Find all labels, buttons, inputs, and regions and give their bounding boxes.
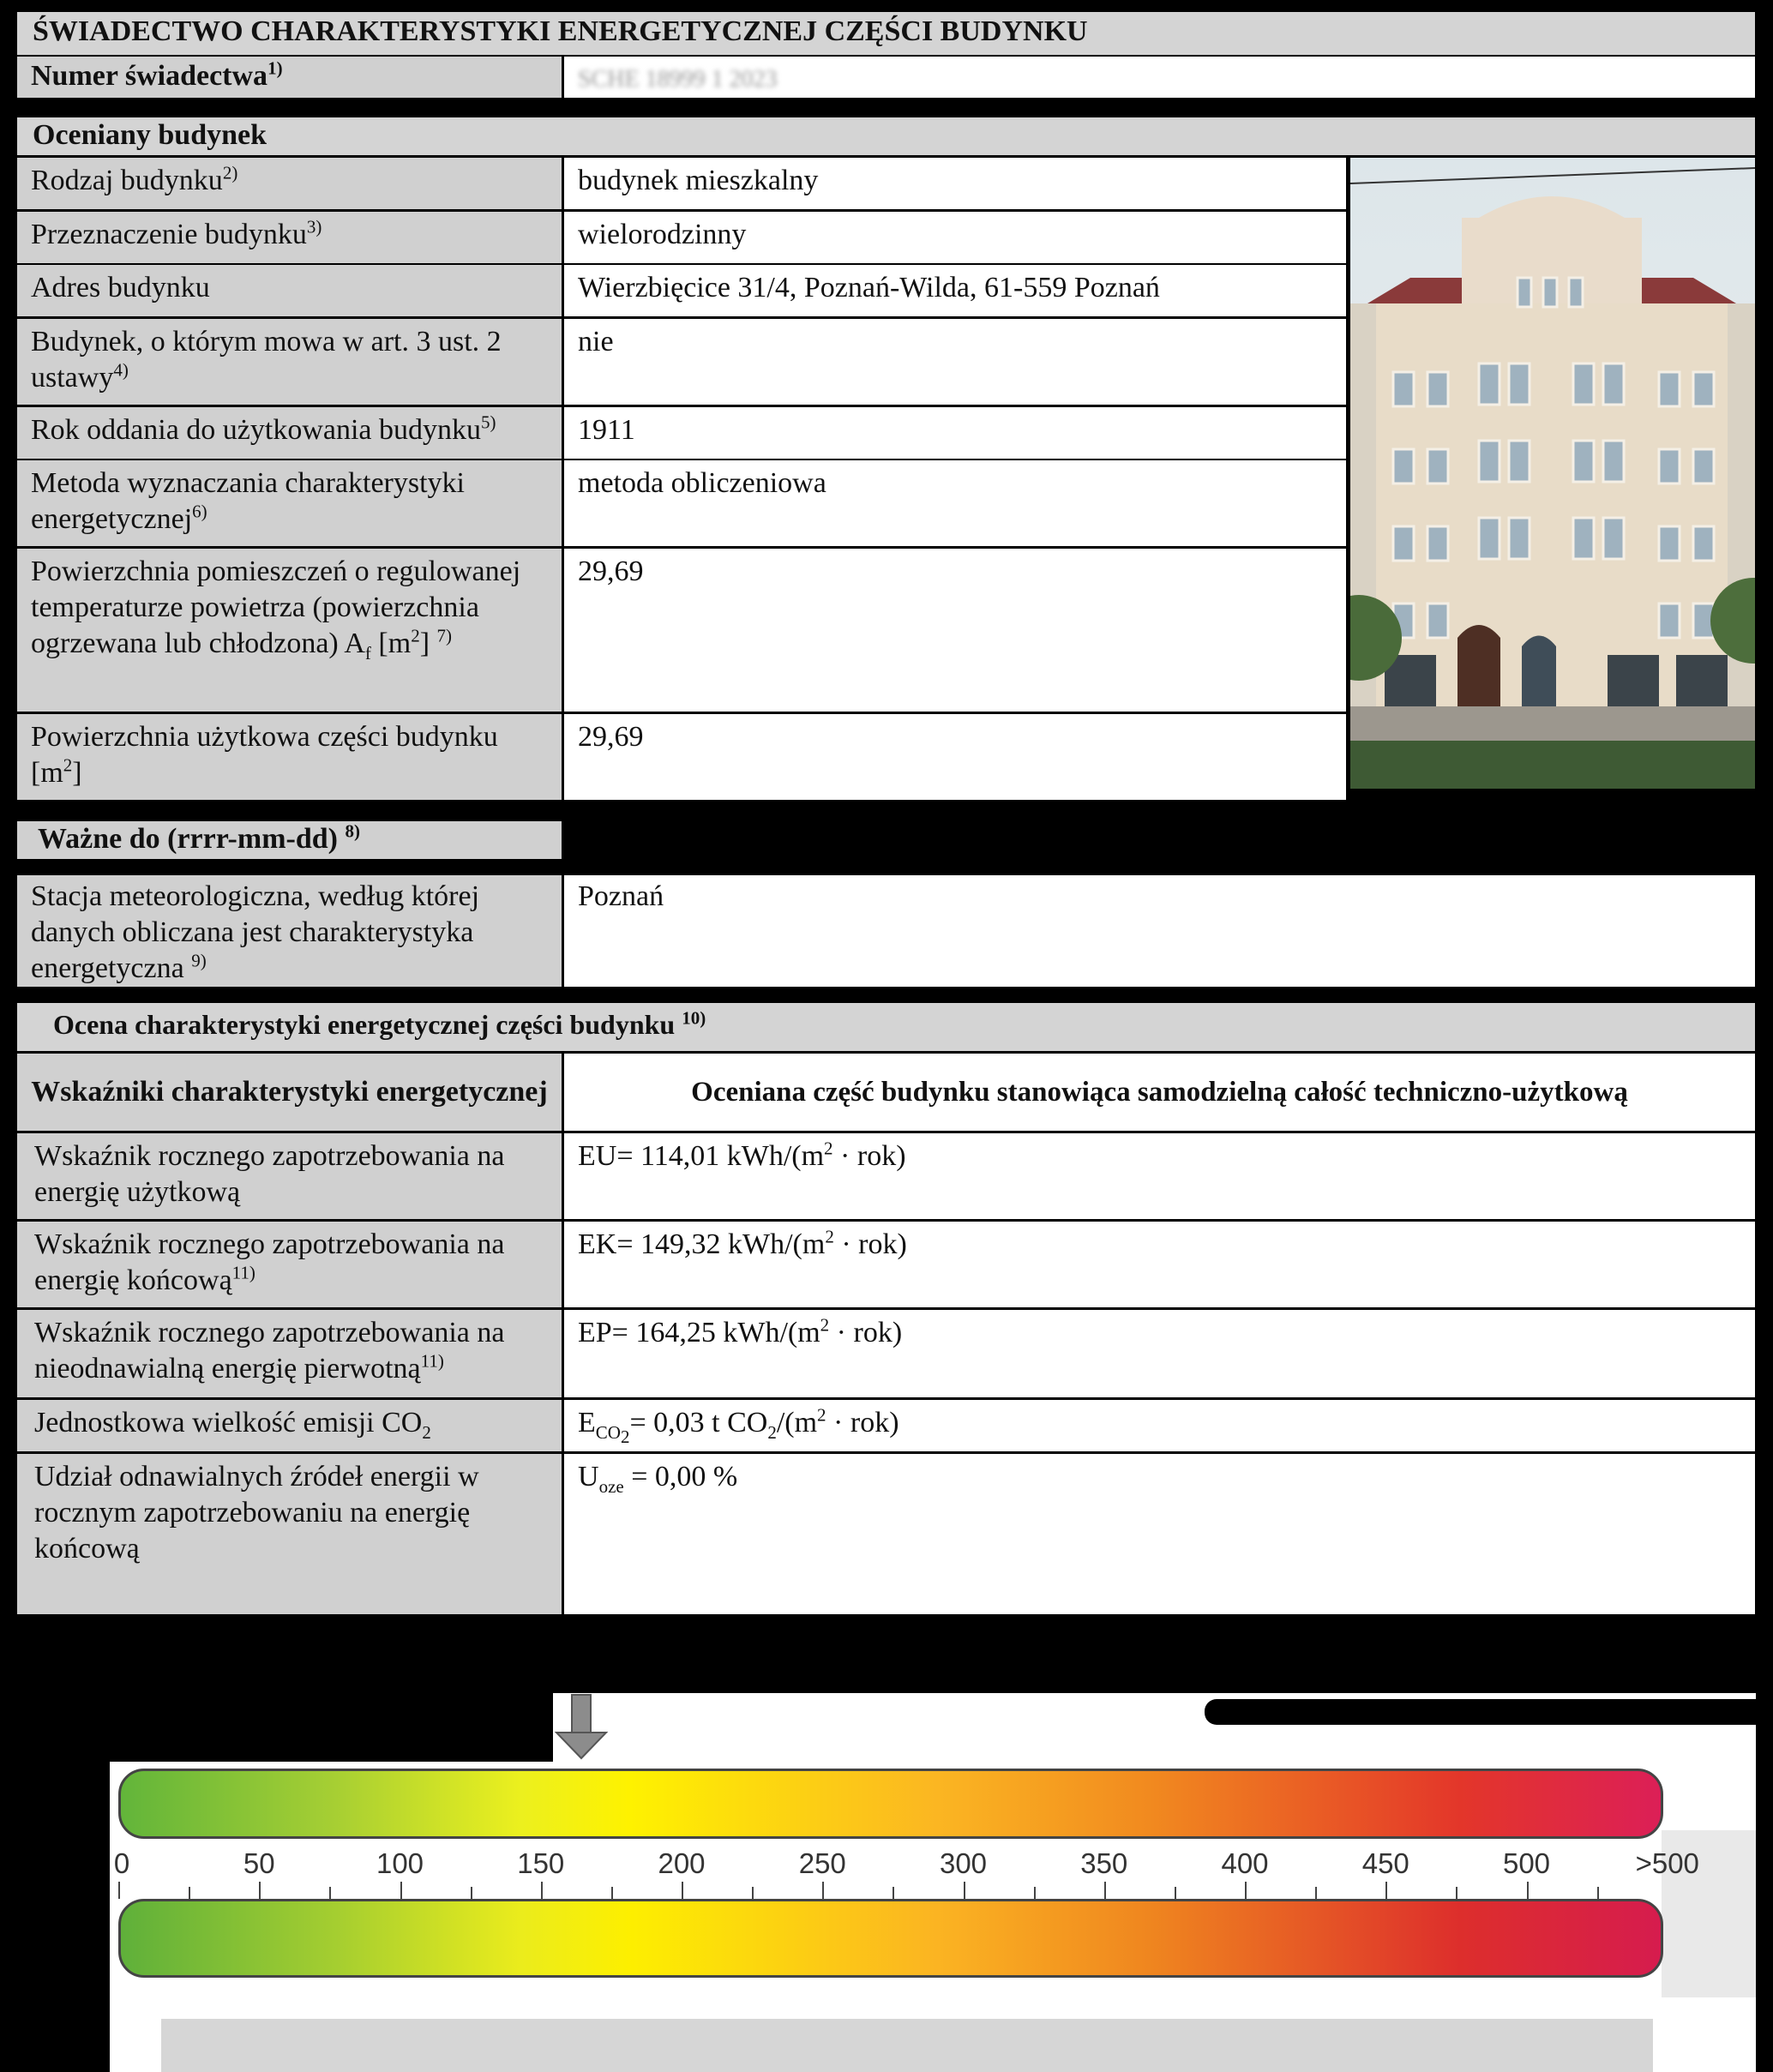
scale-tick bbox=[400, 1882, 402, 1899]
scale-tick bbox=[964, 1882, 965, 1899]
scale-tick bbox=[1456, 1887, 1457, 1899]
scale-tick-label: 100 bbox=[376, 1847, 424, 1879]
scale-tick bbox=[822, 1882, 824, 1899]
scale-tick-label: 200 bbox=[658, 1847, 706, 1879]
row-label-text: Rodzaj budynku bbox=[31, 165, 223, 196]
indicator-value: EK= 149,32 kWh/$(m^2 \cdot rok)$ bbox=[564, 1222, 1755, 1307]
scale-tick bbox=[1034, 1887, 1036, 1899]
building-row-label: Rok oddania do użytkowania budynku$^{5)}$ bbox=[17, 407, 562, 459]
value-column-header: Oceniana część budynku stanowiąca samodzielną całość techniczno-użytkową bbox=[564, 1054, 1755, 1131]
scale-tick-label: 0 bbox=[113, 1847, 130, 1879]
indicator-value: EP= 164,25 kWh/$(m^2 \cdot rok)$ bbox=[564, 1310, 1755, 1397]
building-photo bbox=[1350, 158, 1755, 789]
scale-tick-label: 50 bbox=[243, 1847, 275, 1879]
scale-tick bbox=[1104, 1882, 1106, 1899]
scale-tick bbox=[471, 1887, 472, 1899]
scale-tick bbox=[259, 1882, 261, 1899]
scale-tick-label: 300 bbox=[939, 1847, 988, 1879]
certificate-number-label: Numer świadectwa$^{1)}$ bbox=[17, 57, 562, 98]
scale-tick-label: 350 bbox=[1080, 1847, 1128, 1879]
page-title: ŚWIADECTWO CHARAKTERYSTYKI ENERGETYCZNEJ CZĘŚCI BUDYNKU bbox=[17, 12, 1755, 55]
scale-tick bbox=[611, 1887, 613, 1899]
scale-tick bbox=[1315, 1887, 1317, 1899]
valid-until-label: Ważne do (rrrr-mm-dd) $^{8)}$ bbox=[17, 821, 562, 859]
scale-tick bbox=[752, 1887, 754, 1899]
row-label-text: Przeznaczenie budynku bbox=[31, 219, 307, 250]
building-row-label: Powierzchnia użytkowa części budynku $[m^2]$ bbox=[17, 714, 562, 800]
indicator-value: $U_{oze} = 0,00$ % bbox=[564, 1454, 1755, 1614]
building-row-value: nie bbox=[564, 319, 1346, 405]
energy-marker-arrow bbox=[551, 1693, 611, 1762]
energy-scale bbox=[110, 1762, 1756, 2072]
energy-bar-bottom bbox=[118, 1899, 1663, 1978]
building-row-label: Metoda wyznaczania charakterystyki energetycznej$^{6)}$ bbox=[17, 460, 562, 546]
indicator-value: $E_{CO_2}= 0,03$ t $CO_2/(m^2 \cdot rok)$ bbox=[564, 1400, 1755, 1451]
assessment-header: Ocena charakterystyki energetycznej części budynku $^{10)}$ bbox=[17, 1003, 1755, 1051]
building-header: Oceniany budynek bbox=[17, 117, 1755, 155]
building-row-label: Rodzaj budynku$^{2)}$ bbox=[17, 158, 562, 209]
indicator-label: Wskaźnik rocznego zapotrzebowania na energię końcową$^{11)}$ bbox=[17, 1222, 562, 1307]
building-row-value: budynek mieszkalny bbox=[564, 158, 1346, 209]
scale-tick bbox=[682, 1882, 683, 1899]
scale-tick bbox=[893, 1887, 894, 1899]
scale-tick bbox=[118, 1882, 120, 1899]
building-row-value: wielorodzinny bbox=[564, 212, 1346, 263]
scale-tick bbox=[329, 1887, 331, 1899]
building-row-value: 29,69 bbox=[564, 549, 1346, 712]
row-label-text: Metoda wyznaczania charakterystyki energetycznej bbox=[31, 467, 465, 535]
scale-tick-label: 500 bbox=[1502, 1847, 1551, 1879]
indicator-value: EU= 114,01 kWh/$(m^2 \cdot rok)$ bbox=[564, 1133, 1755, 1219]
certificate-number: SCHE 18999 1 2023 bbox=[578, 66, 778, 93]
building-row-label: Powierzchnia pomieszczeń o regulowanej temperaturze powietrza (powierzchnia ogrzewana lub chłodzona) $A_f$ $[m^2]$ $^{7)}$ bbox=[17, 549, 562, 712]
scale-tick bbox=[189, 1887, 190, 1899]
scale-tick-label: >500 bbox=[1635, 1847, 1699, 1879]
indicator-column-header: Wskaźniki charakterystyki energetycznej bbox=[17, 1054, 562, 1131]
scale-tick bbox=[1597, 1887, 1599, 1899]
building-row-label bbox=[17, 265, 562, 316]
scale-tick bbox=[1385, 1882, 1387, 1899]
black-label-bar bbox=[1205, 1699, 1756, 1725]
station-value: Poznań bbox=[564, 875, 1755, 987]
indicator-label: Udział odnawialnych źródeł energii w rocznym zapotrzebowaniu na energię końcową bbox=[17, 1454, 562, 1614]
building-image bbox=[1350, 158, 1755, 789]
scale-tick-label: 150 bbox=[517, 1847, 565, 1879]
row-label-text: Budynek, o którym mowa w art. 3 ust. 2 ustawy bbox=[31, 326, 502, 393]
scale-tick-label: 450 bbox=[1361, 1847, 1409, 1879]
building-row-value: 29,69 bbox=[564, 714, 1346, 800]
row-label-text: Adres budynku bbox=[31, 272, 210, 303]
certificate-number-value bbox=[564, 57, 1755, 98]
station-label: Stacja meteorologiczna, według której danych obliczana jest charakterystyka energetyczna $^{9)}$ bbox=[17, 875, 562, 987]
building-row-value: 1911 bbox=[564, 407, 1346, 459]
indicator-label: Wskaźnik rocznego zapotrzebowania na energię użytkową bbox=[17, 1133, 562, 1219]
row-label-text: Rok oddania do użytkowania budynku bbox=[31, 414, 482, 446]
energy-bar-top bbox=[118, 1769, 1663, 1839]
down-arrow-icon bbox=[551, 1693, 611, 1762]
scale-tick bbox=[541, 1882, 543, 1899]
indicator-label: Wskaźnik rocznego zapotrzebowania na nieodnawialną energię pierwotną$^{11)}$ bbox=[17, 1310, 562, 1397]
scale-tick-label: 250 bbox=[798, 1847, 846, 1879]
building-row-value: Wierzbięcice 31/4, Poznań-Wilda, 61-559 Poznań bbox=[564, 265, 1346, 316]
scale-tick bbox=[1527, 1882, 1529, 1899]
building-row-label: Budynek, o którym mowa w art. 3 ust. 2 ustawy$^{4)}$ bbox=[17, 319, 562, 405]
scale-tick bbox=[1245, 1882, 1247, 1899]
scale-tick-label: 400 bbox=[1221, 1847, 1269, 1879]
building-row-label: Przeznaczenie budynku$^{3)}$ bbox=[17, 212, 562, 263]
scale-tick bbox=[1175, 1887, 1176, 1899]
building-row-value: metoda obliczeniowa bbox=[564, 460, 1346, 546]
indicator-label: Jednostkowa wielkość emisji $CO_2$ bbox=[17, 1400, 562, 1451]
